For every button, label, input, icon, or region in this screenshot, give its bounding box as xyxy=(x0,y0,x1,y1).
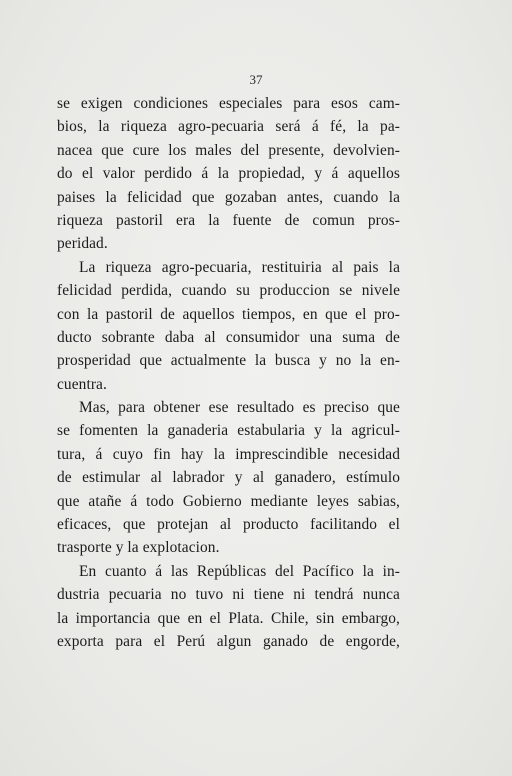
paragraph xyxy=(57,560,400,654)
text-line: se fomenten la ganaderia estabularia y la agricul- xyxy=(57,422,400,440)
text-line: que atañe á todo Gobierno mediante leyes sabias, xyxy=(57,492,400,510)
text-line: Mas, para obtener ese resultado es preciso que xyxy=(79,399,400,417)
text-line: eficaces, que protejan al producto facilitando el xyxy=(57,516,400,534)
text-line: felicidad perdida, cuando su produccion se nivele xyxy=(57,282,400,300)
text-line: La riqueza agro-pecuaria, restituiria al pais la xyxy=(79,258,400,276)
text-line: riqueza pastoril era la fuente de comun pros- xyxy=(57,211,400,229)
text-line: con la pastoril de aquellos tiempos, en que el pro- xyxy=(57,305,400,323)
text-line: tura, á cuyo fin hay la imprescindible necesidad xyxy=(57,445,400,463)
paragraph xyxy=(57,396,400,560)
text-line: trasporte y la explotacion. xyxy=(57,539,220,557)
text-line: ducto sobrante daba al consumidor una suma de xyxy=(57,328,400,346)
page-number: 37 xyxy=(249,72,263,87)
text-line: exporta para el Perú algun ganado de engorde, xyxy=(57,632,400,650)
text-line: En cuanto á las Repúblicas del Pacífico la in- xyxy=(79,562,400,580)
text-line: peridad. xyxy=(57,235,108,253)
text-line: se exigen condiciones especiales para esos cam- xyxy=(57,95,400,112)
text-line: dustria pecuaria no tuvo ni tiene ni tendrá nunca xyxy=(57,586,400,604)
text-line: paises la felicidad que gozaban antes, cuando la xyxy=(57,188,400,206)
text-line: do el valor perdido á la propiedad, y á aquellos xyxy=(57,165,400,183)
paragraph xyxy=(57,256,400,396)
text-line: bios, la riqueza agro-pecuaria será á fé, la pa- xyxy=(57,118,400,136)
text-line: de estimular al labrador y al ganadero, estímulo xyxy=(57,469,400,487)
paragraph xyxy=(57,92,400,256)
text-line: prosperidad que actualmente la busca y no la en- xyxy=(57,352,400,370)
text-line: cuentra. xyxy=(57,375,107,393)
body-text xyxy=(57,92,400,653)
text-line: la importancia que en el Plata. Chile, sin embargo, xyxy=(57,609,400,627)
text-line: nacea que cure los males del presente, devolvien- xyxy=(57,141,400,159)
